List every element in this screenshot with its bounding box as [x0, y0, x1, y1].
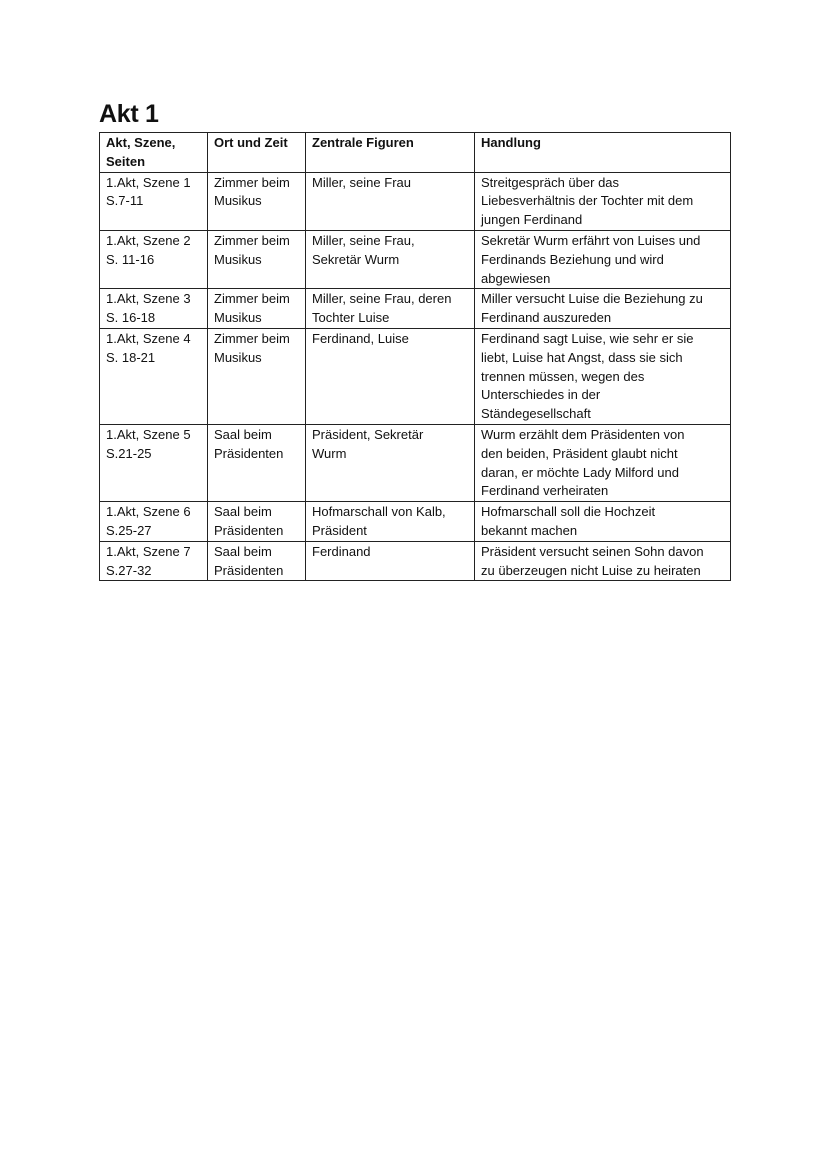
header-szene: Akt, Szene, Seiten [100, 133, 208, 173]
cell-handlung: Sekretär Wurm erfährt von Luises und Ferdinands Beziehung und wird abgewiesen [475, 230, 731, 288]
cell-ort: Saal beim Präsidenten [208, 424, 306, 501]
cell-szene: 1.Akt, Szene 3 S. 16-18 [100, 289, 208, 329]
table-row [100, 172, 731, 230]
table-row [100, 230, 731, 288]
cell-szene: 1.Akt, Szene 4 S. 18-21 [100, 328, 208, 424]
cell-handlung: Präsident versucht seinen Sohn davon zu überzeugen nicht Luise zu heiraten [475, 541, 731, 581]
cell-handlung: Hofmarschall soll die Hochzeit bekannt machen [475, 502, 731, 542]
cell-handlung: Miller versucht Luise die Beziehung zu Ferdinand auszureden [475, 289, 731, 329]
cell-handlung: Ferdinand sagt Luise, wie sehr er sie liebt, Luise hat Angst, dass sie sich trennen müssen, wegen des Unterschiedes in der Ständegesellschaft [475, 328, 731, 424]
table-row [100, 289, 731, 329]
cell-figuren: Miller, seine Frau, Sekretär Wurm [306, 230, 475, 288]
scene-table [99, 132, 731, 581]
cell-ort: Zimmer beim Musikus [208, 289, 306, 329]
table-row [100, 541, 731, 581]
cell-figuren: Miller, seine Frau [306, 172, 475, 230]
cell-szene: 1.Akt, Szene 2 S. 11-16 [100, 230, 208, 288]
cell-figuren: Hofmarschall von Kalb, Präsident [306, 502, 475, 542]
cell-ort: Zimmer beim Musikus [208, 172, 306, 230]
page-title: Akt 1 [99, 100, 159, 128]
cell-szene: 1.Akt, Szene 1 S.7-11 [100, 172, 208, 230]
table-row [100, 328, 731, 424]
cell-figuren: Präsident, Sekretär Wurm [306, 424, 475, 501]
cell-figuren: Miller, seine Frau, deren Tochter Luise [306, 289, 475, 329]
header-ort: Ort und Zeit [208, 133, 306, 173]
cell-figuren: Ferdinand, Luise [306, 328, 475, 424]
cell-ort: Saal beim Präsidenten [208, 541, 306, 581]
header-figuren: Zentrale Figuren [306, 133, 475, 173]
cell-szene: 1.Akt, Szene 7 S.27-32 [100, 541, 208, 581]
cell-figuren: Ferdinand [306, 541, 475, 581]
cell-ort: Zimmer beim Musikus [208, 230, 306, 288]
table-row [100, 424, 731, 501]
cell-handlung: Streitgespräch über das Liebesverhältnis der Tochter mit dem jungen Ferdinand [475, 172, 731, 230]
cell-ort: Zimmer beim Musikus [208, 328, 306, 424]
cell-ort: Saal beim Präsidenten [208, 502, 306, 542]
cell-szene: 1.Akt, Szene 6 S.25-27 [100, 502, 208, 542]
table-row [100, 502, 731, 542]
cell-szene: 1.Akt, Szene 5 S.21-25 [100, 424, 208, 501]
header-handlung: Handlung [475, 133, 731, 173]
cell-handlung: Wurm erzählt dem Präsidenten von den beiden, Präsident glaubt nicht daran, er möchte Lady Milford und Ferdinand verheiraten [475, 424, 731, 501]
table-header-row [100, 133, 731, 173]
